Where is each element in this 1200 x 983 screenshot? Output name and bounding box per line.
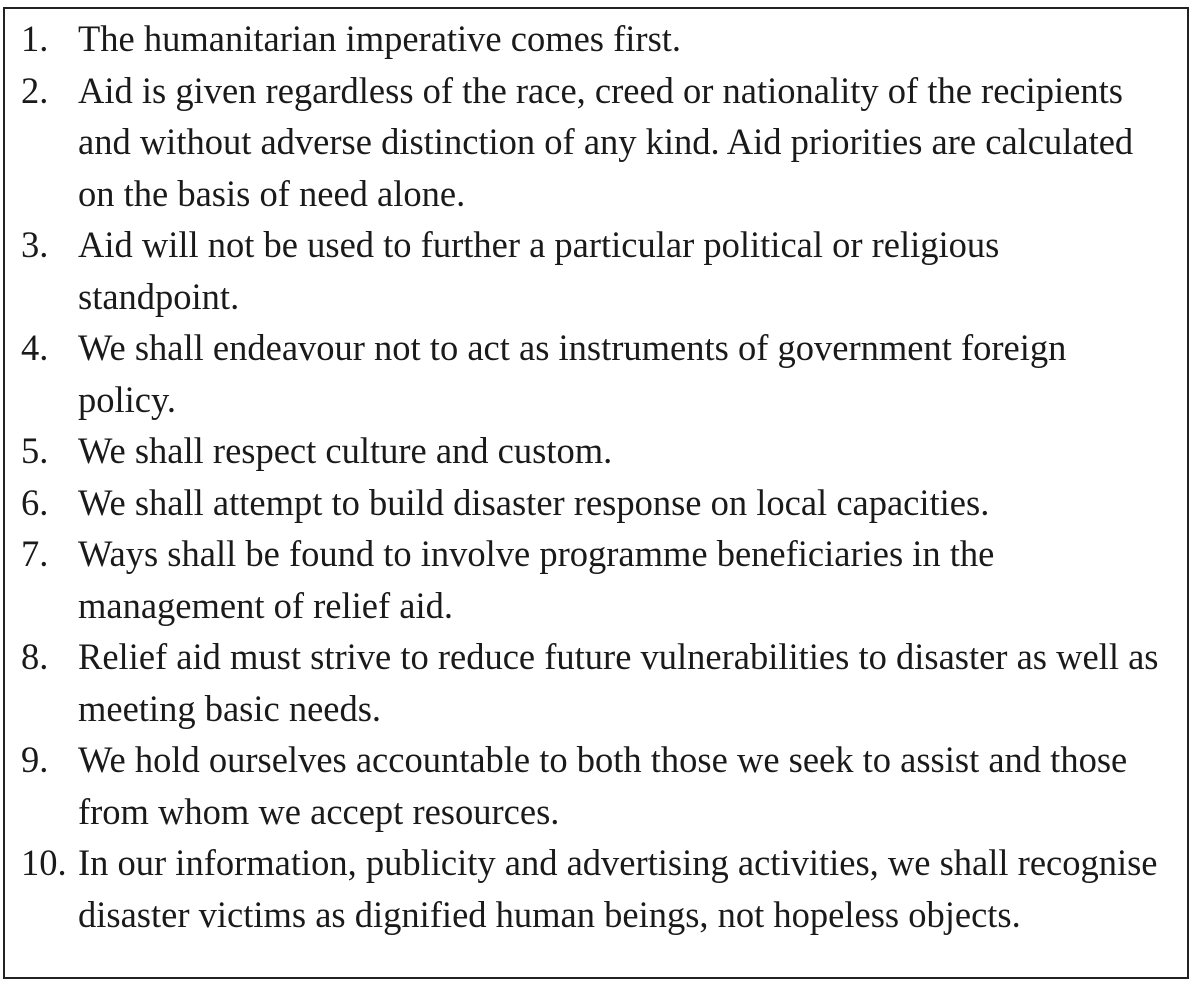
list-item	[5, 837, 1187, 940]
list-item	[5, 65, 1187, 220]
item-text: Aid will not be used to further a particular political or religious standpoint.	[78, 224, 1000, 317]
item-number: 10.	[21, 842, 67, 883]
list-item	[5, 13, 1187, 65]
item-text: We shall respect culture and custom.	[78, 430, 613, 471]
item-number: 3.	[21, 224, 49, 265]
list-item	[5, 631, 1187, 734]
list-item	[5, 734, 1187, 837]
list-item	[5, 528, 1187, 631]
principles-list	[5, 9, 1187, 940]
item-text: We hold ourselves accountable to both those we seek to assist and those from whom we accept resources.	[78, 739, 1128, 832]
item-text: Relief aid must strive to reduce future vulnerabilities to disaster as well as meeting basic needs.	[78, 636, 1159, 729]
item-text: We shall endeavour not to act as instruments of government foreign policy.	[78, 327, 1067, 420]
item-number: 5.	[21, 430, 49, 471]
item-number: 6.	[21, 481, 49, 523]
list-item	[5, 219, 1187, 322]
item-text: Aid is given regardless of the race, creed or nationality of the recipients and without adverse distinction of any kind. Aid priorities are calculated on the basis of need alone.	[78, 69, 1134, 214]
item-number: 7.	[21, 533, 49, 574]
item-number: 9.	[21, 739, 49, 780]
item-number: 8.	[21, 636, 49, 677]
list-item	[5, 322, 1187, 425]
item-number: 1.	[21, 18, 49, 59]
item-number: 2.	[21, 69, 49, 111]
item-text: Ways shall be found to involve programme beneficiaries in the management of relief aid.	[78, 533, 995, 626]
list-item	[5, 425, 1187, 477]
item-text: We shall attempt to build disaster response on local capacities.	[78, 481, 990, 523]
item-number: 4.	[21, 327, 49, 368]
principles-box	[3, 7, 1189, 979]
item-text: In our information, publicity and advertising activities, we shall recognise disaster victims as dignified human beings, not hopeless objects.	[78, 842, 1158, 935]
item-text: The humanitarian imperative comes first.	[78, 18, 682, 59]
list-item	[5, 477, 1187, 529]
